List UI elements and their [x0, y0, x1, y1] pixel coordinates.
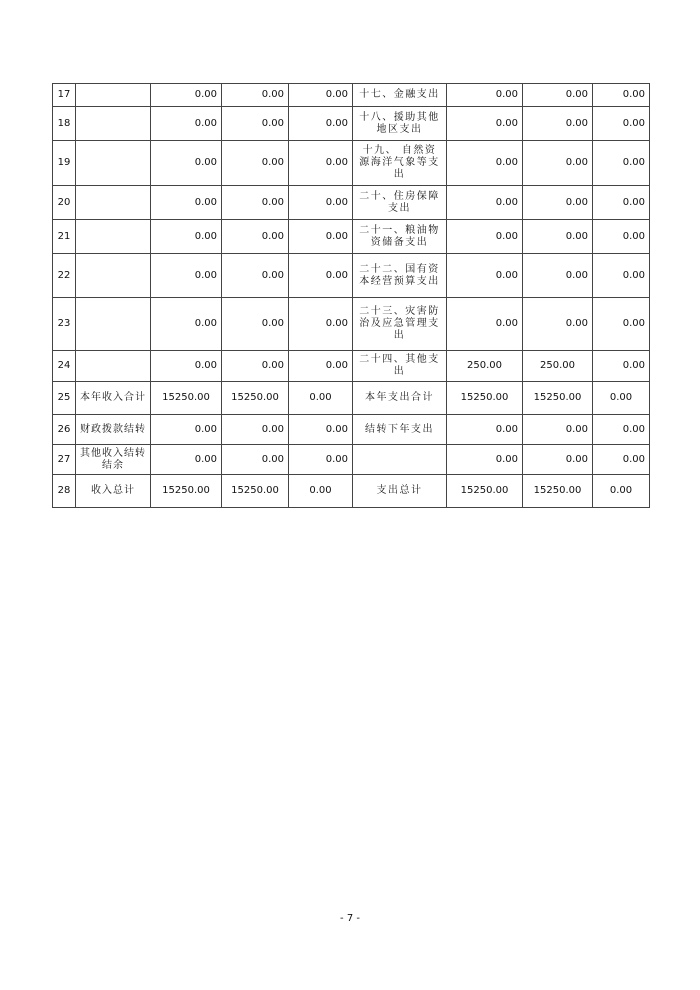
table-row [53, 220, 650, 254]
table-row [53, 351, 650, 382]
cell-no: 24 [53, 351, 76, 382]
cell-e3: 0.00 [593, 415, 650, 445]
cell-e1: 0.00 [447, 445, 523, 475]
cell-no: 18 [53, 107, 76, 141]
cell-income-item: 收入总计 [76, 475, 151, 508]
cell-expense-item: 十九、 自然资源海洋气象等支出 [353, 141, 447, 186]
cell-e1: 0.00 [447, 186, 523, 220]
table-row [53, 298, 650, 351]
cell-income-item [76, 107, 151, 141]
cell-e3: 0.00 [593, 186, 650, 220]
cell-i1: 0.00 [151, 298, 222, 351]
cell-expense-item: 十八、援助其他 地区支出 [353, 107, 447, 141]
cell-i1: 15250.00 [151, 382, 222, 415]
cell-i1: 15250.00 [151, 475, 222, 508]
cell-e3: 0.00 [593, 220, 650, 254]
cell-i3: 0.00 [289, 141, 353, 186]
cell-no: 21 [53, 220, 76, 254]
cell-e1: 0.00 [447, 254, 523, 298]
cell-i1: 0.00 [151, 186, 222, 220]
cell-e1: 0.00 [447, 107, 523, 141]
cell-e2: 0.00 [523, 415, 593, 445]
table-body [53, 84, 650, 508]
cell-e3: 0.00 [593, 445, 650, 475]
cell-i1: 0.00 [151, 220, 222, 254]
cell-expense-item: 支出总计 [353, 475, 447, 508]
cell-income-item: 其他收入结转结余 [76, 445, 151, 475]
cell-e2: 0.00 [523, 107, 593, 141]
cell-i2: 0.00 [222, 220, 289, 254]
table-row [53, 475, 650, 508]
cell-e3: 0.00 [593, 382, 650, 415]
table-row [53, 186, 650, 220]
cell-e1: 15250.00 [447, 475, 523, 508]
cell-income-item [76, 141, 151, 186]
cell-expense-item: 二十、住房保障支出 [353, 186, 447, 220]
cell-i2: 0.00 [222, 107, 289, 141]
cell-e3: 0.00 [593, 84, 650, 107]
cell-i2: 0.00 [222, 445, 289, 475]
cell-expense-item: 结转下年支出 [353, 415, 447, 445]
cell-no: 19 [53, 141, 76, 186]
cell-e2: 0.00 [523, 186, 593, 220]
cell-i3: 0.00 [289, 475, 353, 508]
cell-i2: 0.00 [222, 141, 289, 186]
cell-i1: 0.00 [151, 107, 222, 141]
cell-e2: 0.00 [523, 141, 593, 186]
cell-no: 26 [53, 415, 76, 445]
cell-no: 27 [53, 445, 76, 475]
cell-e2: 15250.00 [523, 382, 593, 415]
cell-i3: 0.00 [289, 415, 353, 445]
cell-i3: 0.00 [289, 298, 353, 351]
cell-i3: 0.00 [289, 445, 353, 475]
cell-no: 23 [53, 298, 76, 351]
cell-e3: 0.00 [593, 351, 650, 382]
cell-i2: 15250.00 [222, 475, 289, 508]
cell-i3: 0.00 [289, 254, 353, 298]
table-row [53, 107, 650, 141]
table-row [53, 415, 650, 445]
cell-i3: 0.00 [289, 220, 353, 254]
table-row [53, 254, 650, 298]
cell-e1: 0.00 [447, 220, 523, 254]
cell-no: 22 [53, 254, 76, 298]
cell-i3: 0.00 [289, 107, 353, 141]
cell-i1: 0.00 [151, 84, 222, 107]
cell-income-item [76, 220, 151, 254]
cell-expense-item: 二十一、粮油物 资储备支出 [353, 220, 447, 254]
cell-no: 28 [53, 475, 76, 508]
cell-e3: 0.00 [593, 107, 650, 141]
table-row [53, 382, 650, 415]
cell-e2: 0.00 [523, 445, 593, 475]
cell-i2: 15250.00 [222, 382, 289, 415]
cell-i1: 0.00 [151, 141, 222, 186]
cell-i3: 0.00 [289, 382, 353, 415]
cell-e3: 0.00 [593, 141, 650, 186]
cell-e1: 0.00 [447, 298, 523, 351]
cell-e2: 0.00 [523, 298, 593, 351]
cell-no: 17 [53, 84, 76, 107]
cell-i1: 0.00 [151, 254, 222, 298]
cell-i2: 0.00 [222, 351, 289, 382]
table-row [53, 141, 650, 186]
cell-e1: 0.00 [447, 141, 523, 186]
cell-expense-item: 二十二、国有资 本经营预算支出 [353, 254, 447, 298]
cell-i1: 0.00 [151, 351, 222, 382]
cell-e1: 250.00 [447, 351, 523, 382]
cell-i1: 0.00 [151, 415, 222, 445]
cell-income-item [76, 254, 151, 298]
cell-i2: 0.00 [222, 415, 289, 445]
cell-income-item [76, 186, 151, 220]
cell-i1: 0.00 [151, 445, 222, 475]
cell-income-item: 本年收入合计 [76, 382, 151, 415]
page-number: - 7 - [340, 913, 360, 924]
cell-no: 20 [53, 186, 76, 220]
cell-no: 25 [53, 382, 76, 415]
cell-e3: 0.00 [593, 254, 650, 298]
cell-e3: 0.00 [593, 298, 650, 351]
cell-e2: 0.00 [523, 84, 593, 107]
budget-table [52, 83, 650, 508]
cell-expense-item: 本年支出合计 [353, 382, 447, 415]
table-row [53, 84, 650, 107]
table-row [53, 445, 650, 475]
cell-income-item: 财政拨款结转 [76, 415, 151, 445]
cell-expense-item: 二十四、其他支出 [353, 351, 447, 382]
cell-i3: 0.00 [289, 84, 353, 107]
cell-income-item [76, 298, 151, 351]
cell-income-item [76, 351, 151, 382]
cell-i2: 0.00 [222, 254, 289, 298]
cell-expense-item: 十七、金融支出 [353, 84, 447, 107]
cell-e2: 0.00 [523, 254, 593, 298]
cell-e1: 0.00 [447, 415, 523, 445]
cell-e2: 250.00 [523, 351, 593, 382]
cell-e2: 15250.00 [523, 475, 593, 508]
cell-i2: 0.00 [222, 186, 289, 220]
cell-i3: 0.00 [289, 351, 353, 382]
cell-e1: 0.00 [447, 84, 523, 107]
cell-i2: 0.00 [222, 84, 289, 107]
cell-e3: 0.00 [593, 475, 650, 508]
cell-e2: 0.00 [523, 220, 593, 254]
cell-expense-item [353, 445, 447, 475]
cell-e1: 15250.00 [447, 382, 523, 415]
cell-expense-item: 二十三、灾害防 治及应急管理支出 [353, 298, 447, 351]
cell-i2: 0.00 [222, 298, 289, 351]
cell-income-item [76, 84, 151, 107]
cell-i3: 0.00 [289, 186, 353, 220]
